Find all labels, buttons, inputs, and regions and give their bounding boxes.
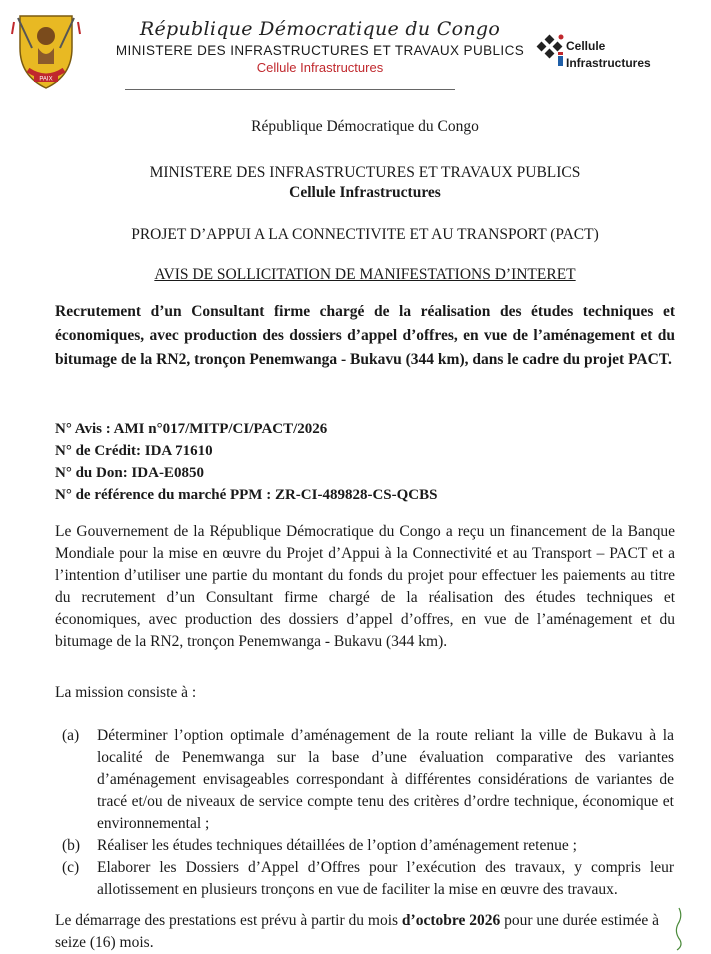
letterhead <box>0 0 711 100</box>
ref-grant-number: N° du Don: IDA-E0850 <box>55 465 204 481</box>
ref-credit-number: N° de Crédit: IDA 71610 <box>55 443 213 459</box>
start-date-paragraph <box>55 910 675 954</box>
header-divider <box>125 89 455 90</box>
project-heading: PROJET D’APPUI A LA CONNECTIVITE ET AU TRANSPORT (PACT) <box>131 226 599 243</box>
list-item-marker: (c) <box>62 859 80 876</box>
list-item-text: Déterminer l’option optimale d’aménagement de la route reliant la ville de Bukavu à la localité de Penemwanga sur la base d’une évaluation comparative des variantes d’aménagement envisageables correspondant à différentes considérations de variantes de tracé et/ou de niveaux de service compte tenu des critères d’ordre technique, économique et environnemental ; <box>97 727 674 832</box>
ref-ppm-number: N° de référence du marché PPM : ZR-CI-489828-CS-QCBS <box>55 487 438 503</box>
start-date: d’octobre 2026 <box>401 912 501 929</box>
mission-intro: La mission consiste à : <box>55 684 197 701</box>
ministry-heading <box>55 163 675 203</box>
header-script-title: République Démocratique du Congo <box>139 18 501 40</box>
mission-list <box>62 725 674 901</box>
coat-motto: PAIX <box>39 76 53 83</box>
list-item <box>62 835 674 857</box>
country-heading: République Démocratique du Congo <box>251 118 479 135</box>
list-item-marker: (b) <box>62 837 81 854</box>
list-item-marker: (a) <box>62 727 80 744</box>
header-ministry: MINISTERE DES INFRASTRUCTURES ET TRAVAUX PUBLICS <box>115 43 525 58</box>
cellule-logo <box>536 34 696 74</box>
reference-list <box>55 418 675 506</box>
funding-paragraph: Le Gouvernement de la République Démocratique du Congo a reçu un financement de la Banque Mondiale pour la mise en œuvre du Projet d’Appui à la Connectivité et au Transport – PACT et a l’intention d’utiliser une partie du montant du fonds du projet pour effectuer les paiements au titre du recrutement d’un Consultant firme chargé de la réalisation des études techniques et économiques, avec production des dossiers d’appel d’offres, en vue de l’aménagement et du bitumage de la RN2, tronçon Penemwanga - Bukavu (344 km). <box>55 523 675 650</box>
header-cell: Cellule Infrastructures <box>256 60 384 75</box>
coat-of-arms-icon <box>10 8 82 94</box>
cell-line: Cellule Infrastructures <box>289 184 441 201</box>
notice-subject: Recrutement d’un Consultant firme chargé de la réalisation des études techniques et économiques, avec production des dossiers d’appel d’offres, en vue de l’aménagement et du bitumage de la RN2, tronçon Penemwanga - Bukavu (344 km), dans le cadre du projet PACT. <box>55 303 675 368</box>
initials-mark <box>672 906 686 952</box>
start-text-a: Le démarrage des prestations est prévu à partir du mois <box>55 912 402 929</box>
logo-text-line2: Infrastructures <box>566 56 651 70</box>
ministry-line: MINISTERE DES INFRASTRUCTURES ET TRAVAUX PUBLICS <box>149 164 581 181</box>
notice-title: AVIS DE SOLLICITATION DE MANIFESTATIONS D’INTERET <box>154 266 576 283</box>
list-item <box>62 857 674 901</box>
start-text-b: pour une durée estimée à seize (16) mois. <box>55 912 660 951</box>
list-item-text: Elaborer les Dossiers d’Appel d’Offres pour l’exécution des travaux, y compris leur allotissement en plusieurs tronçons en vue de faciliter la mise en œuvre des travaux. <box>97 859 674 898</box>
cellule-logo-icon <box>536 34 564 70</box>
ref-notice-number: N° Avis : AMI n°017/MITP/CI/PACT/2026 <box>55 421 328 437</box>
list-item <box>62 725 674 835</box>
logo-text-line1: Cellule <box>566 39 606 53</box>
list-item-text: Réaliser les études techniques détaillées de l’option d’aménagement retenue ; <box>97 837 577 854</box>
